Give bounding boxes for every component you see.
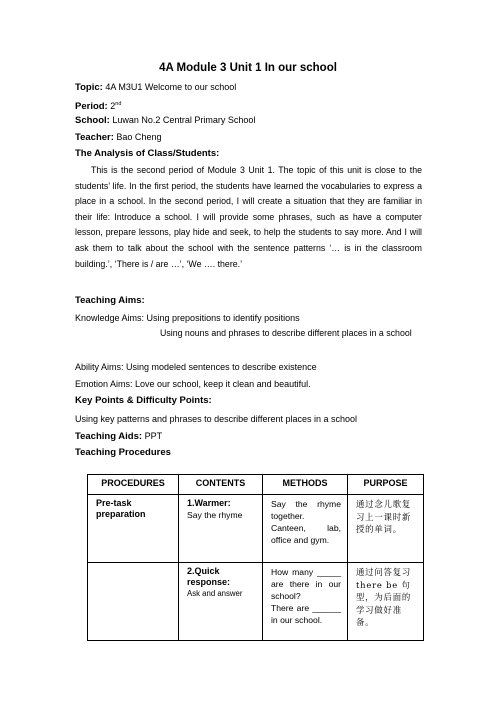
period-label: Period: xyxy=(75,101,108,112)
procedure-cell xyxy=(88,563,179,641)
analysis-paragraph: This is the second period of Module 3 Unit 1. The topic of this unit is close to the students’ life. In the first period, the students have learned the vocabularies to express a place in a school. In the second period, I will create a situation that they are familiar in their life: Introduce a school. I will provide some phrases, such as have a computer lesson, prepare lessons, play hide and seek, to help the students to say more. And I will ask them to talk about the school with the sentence patterns ‘… is in the classroom building.’, ‘There is / are …’, ‘We …. there.’ xyxy=(75,165,422,269)
teaching-aids-value: PPT xyxy=(144,431,163,441)
purpose-cell: 通过念儿歌复习上一课时新授的单词。 xyxy=(348,495,424,563)
content-title: 1.Warmer: xyxy=(187,498,231,508)
table-row xyxy=(88,495,424,563)
method-line: There are ______ in our school. xyxy=(271,603,341,625)
analysis-heading: The Analysis of Class/Students: xyxy=(75,148,220,159)
header-purpose: PURPOSE xyxy=(348,475,424,495)
procedures-heading: Teaching Procedures xyxy=(75,447,171,458)
teacher-label: Teacher: xyxy=(75,132,114,143)
method-line: Say the rhyme together. xyxy=(271,499,341,521)
content-subtitle: Ask and answer xyxy=(187,589,243,598)
period-line xyxy=(75,99,121,112)
teaching-aims-heading: Teaching Aims: xyxy=(75,295,145,306)
emotion-aims: Emotion Aims: Love our school, keep it clean and beautiful. xyxy=(75,379,311,389)
knowledge-aims: Knowledge Aims: Using prepositions to identify positions xyxy=(75,313,300,323)
ability-aims: Ability Aims: Using modeled sentences to describe existence xyxy=(75,362,317,372)
purpose-cell: 通过问答复习 there be 句型，为后面的学习做好准备。 xyxy=(348,563,424,641)
header-procedures: PROCEDURES xyxy=(88,475,179,495)
topic-label: Topic: xyxy=(75,82,103,93)
method-line: How many _____ are there in our school? xyxy=(271,567,341,601)
school-line xyxy=(75,115,255,126)
period-value: 2 xyxy=(110,101,116,111)
teaching-aids-line xyxy=(75,431,162,442)
key-points-body: Using key patterns and phrases to describe different places in a school xyxy=(75,414,357,424)
period-suffix: nd xyxy=(115,101,122,107)
methods-cell xyxy=(263,563,348,641)
teacher-line xyxy=(75,132,161,143)
topic-value: 4A M3U1 Welcome to our school xyxy=(105,82,237,92)
header-methods: METHODS xyxy=(263,475,348,495)
header-contents: CONTENTS xyxy=(179,475,263,495)
school-label: School: xyxy=(75,115,110,126)
content-subtitle: Say the rhyme xyxy=(187,510,243,520)
contents-cell xyxy=(179,563,263,641)
teacher-value: Bao Cheng xyxy=(116,132,162,142)
methods-cell xyxy=(263,495,348,563)
document-title: 4A Module 3 Unit 1 In our school xyxy=(159,62,337,74)
procedures-table xyxy=(87,474,424,641)
content-title: 2.Quick response: xyxy=(187,566,231,587)
teaching-aids-label: Teaching Aids: xyxy=(75,431,143,442)
key-points-heading: Key Points & Difficulty Points: xyxy=(75,395,212,406)
method-line: Canteen, lab, office and gym. xyxy=(271,523,341,545)
contents-cell xyxy=(179,495,263,563)
table-header-row xyxy=(88,475,424,495)
topic-line xyxy=(75,82,236,93)
table-row xyxy=(88,563,424,641)
procedure-cell: Pre-task preparation xyxy=(88,495,179,563)
knowledge-aims-continued: Using nouns and phrases to describe different places in a school xyxy=(160,328,412,338)
school-value: Luwan No.2 Central Primary School xyxy=(112,115,256,125)
